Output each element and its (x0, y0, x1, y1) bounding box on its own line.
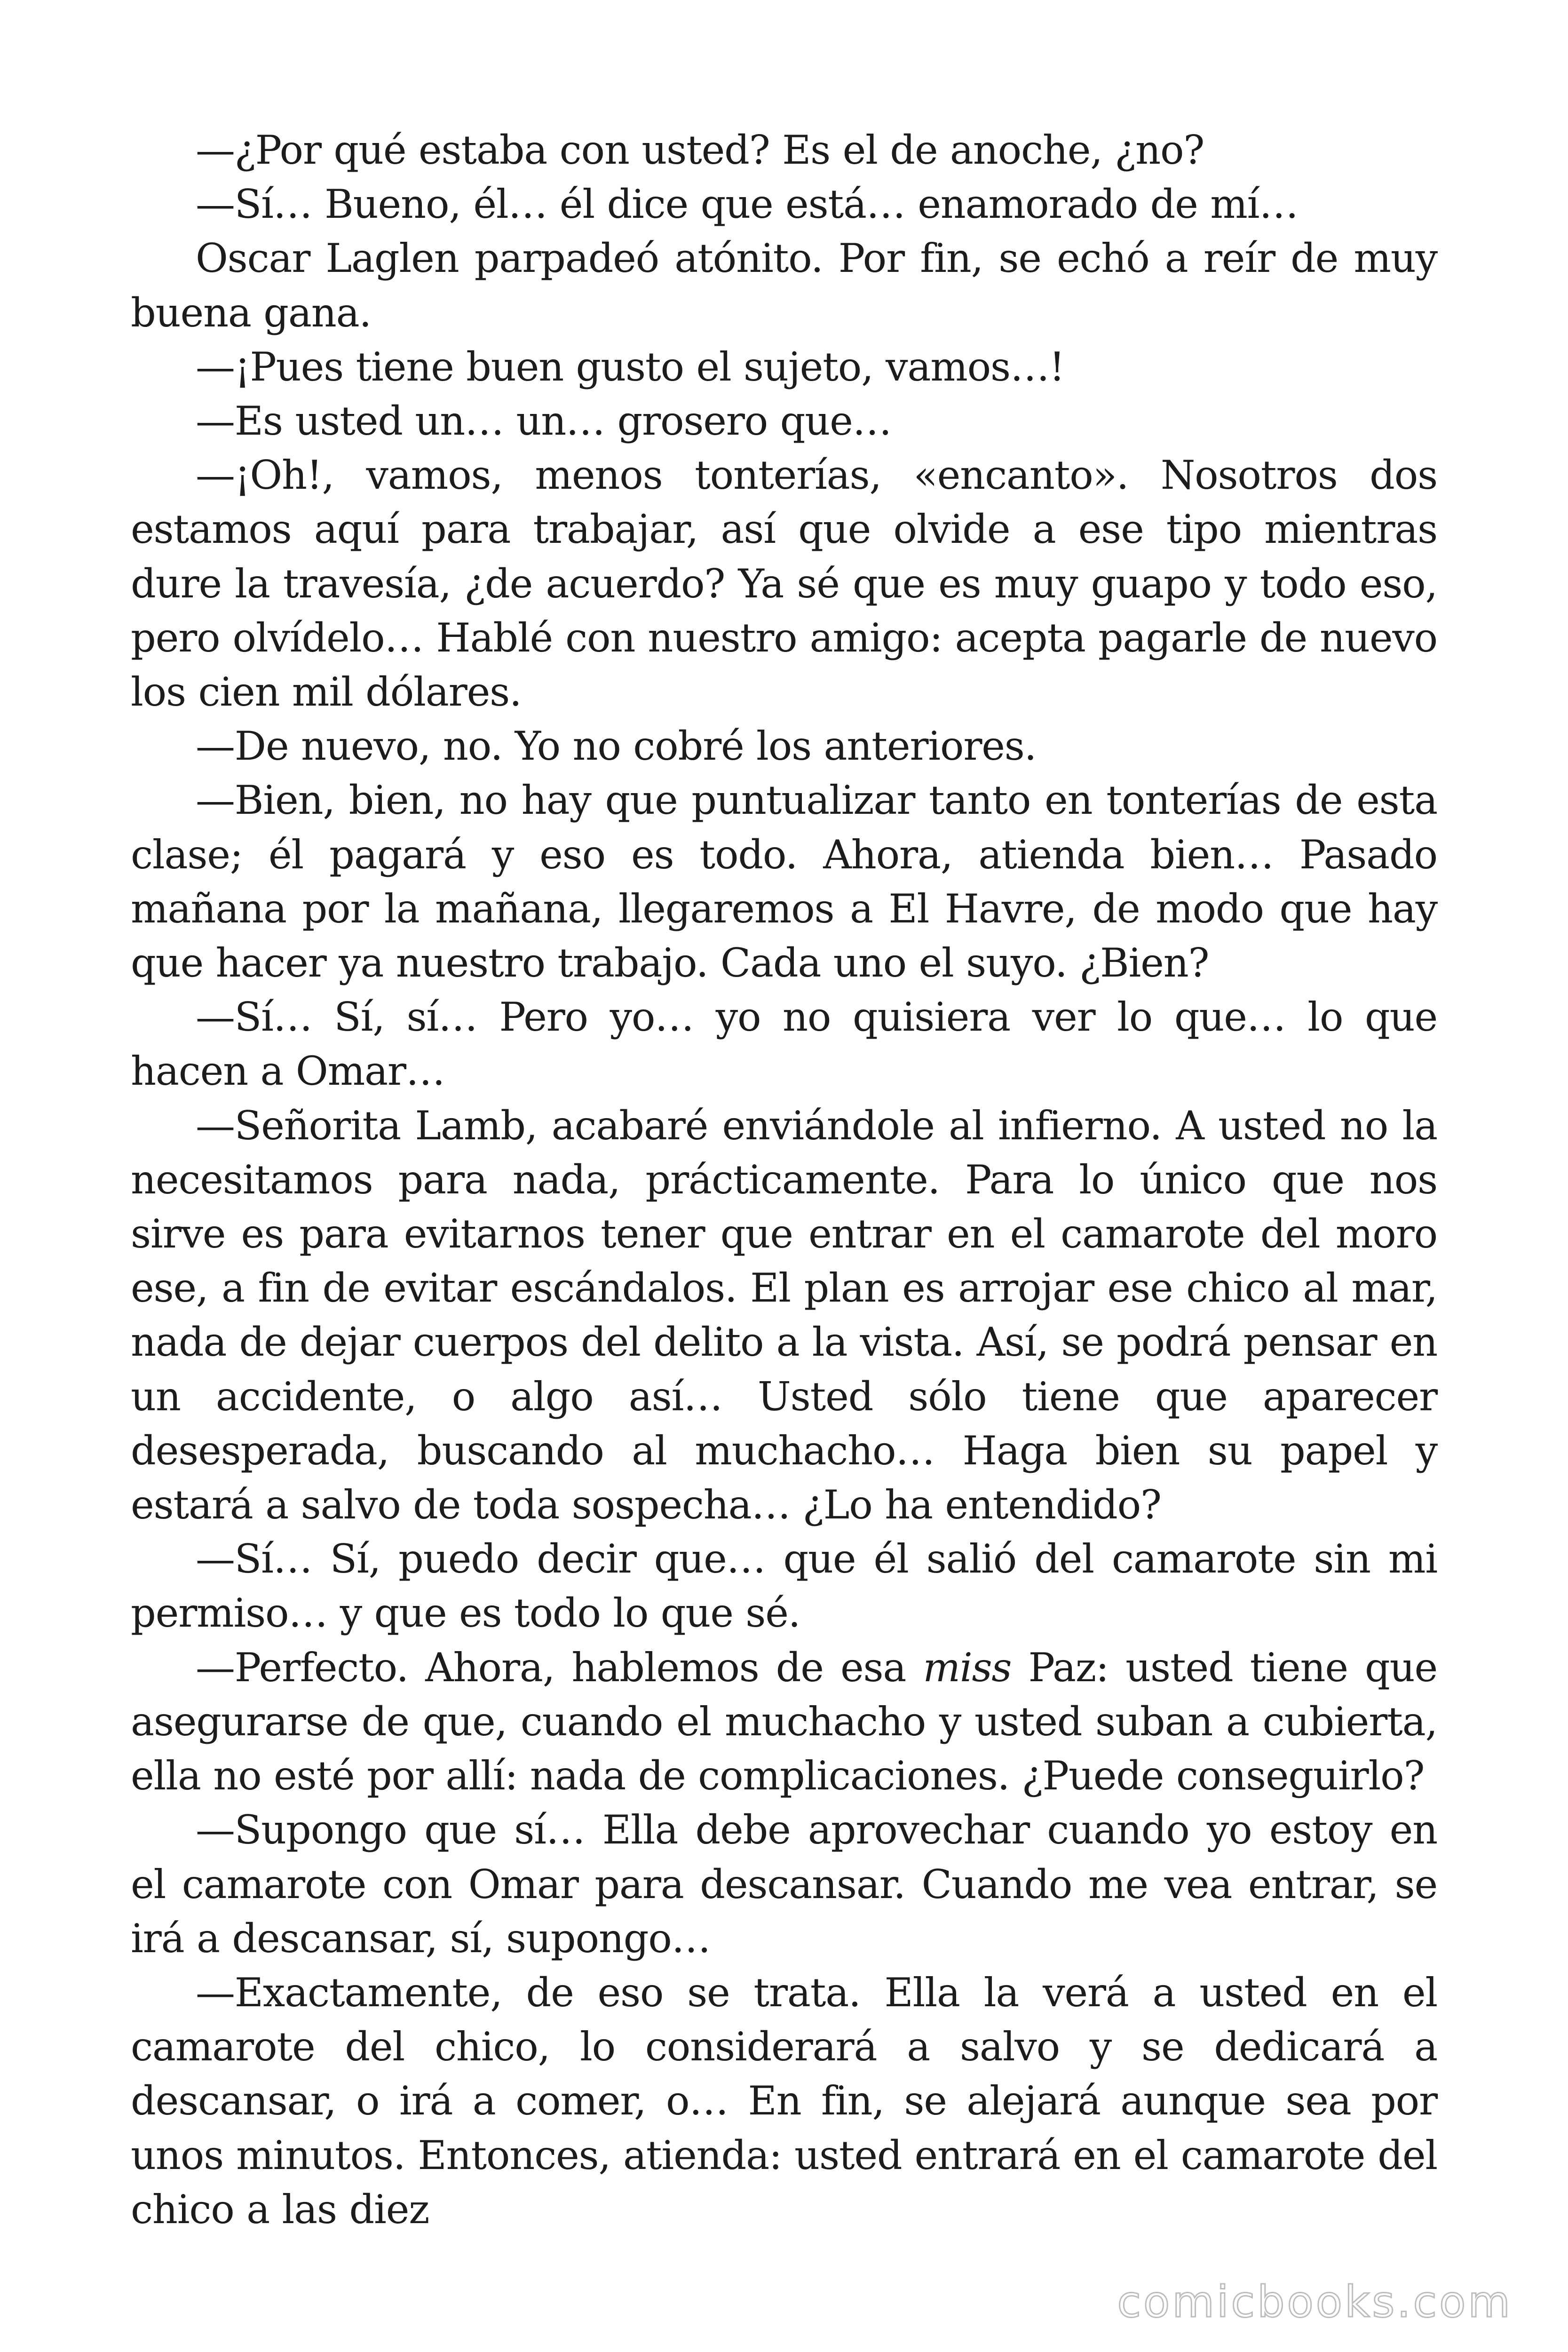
paragraph-11: —Sí… Sí, puedo decir que… que él salió del camarote sin mi permiso… y que es todo lo que sé. (131, 1536, 1437, 1637)
paragraph-4: —¡Pues tiene buen gusto el sujeto, vamos…! (196, 343, 1065, 390)
paragraph-13: —Supongo que sí… Ella debe aprovechar cuando yo estoy en el camarote con Omar para descansar. Cuando me vea entrar, se irá a descansar, sí, supongo… (131, 1807, 1437, 1962)
paragraph-8: —Bien, bien, no hay que puntualizar tanto en tonterías de esta clase; él pagará y eso es todo. Ahora, atienda bien… Pasado mañana por la mañana, llegaremos a El Havre, de modo que hay que hacer ya nuestro trabajo. Cada uno el suyo. ¿Bien? (131, 777, 1437, 986)
paragraph-6: —¡Oh!, vamos, menos tonterías, «encanto». Nosotros dos estamos aquí para trabajar, así que olvide a ese tipo mientras dure la travesía, ¿de acuerdo? Ya sé que es muy guapo y todo eso, pero olvídelo… Hablé con nuestro amigo: acepta pagarle de nuevo los cien mil dólares. (131, 452, 1437, 715)
paragraph-12 (131, 1641, 1437, 1804)
paragraph-2: —Sí… Bueno, él… él dice que está… enamorado de mí… (196, 181, 1299, 228)
paragraph-7: —De nuevo, no. Yo no cobré los anteriores. (196, 723, 1037, 770)
paragraph-1: —¿Por qué estaba con usted? Es el de anoche, ¿no? (196, 127, 1204, 173)
paragraph-12-after: Paz: usted tiene que asegurarse de que, cuando el muchacho y usted suban a cubierta, ella no esté por allí: nada de complicaciones. ¿Puede conseguirlo? (131, 1644, 1437, 1799)
paragraph-14: —Exactamente, de eso se trata. Ella la verá a usted en el camarote del chico, lo considerará a salvo y se dedicará a descansar, o irá a comer, o… En fin, se alejará aunque sea por unos minutos. Entonces, atienda: usted entrará en el camarote del chico a las diez (131, 1969, 1437, 2233)
page-body (131, 123, 1437, 2237)
paragraph-9: —Sí… Sí, sí… Pero yo… yo no quisiera ver lo que… lo que hacen a Omar… (131, 994, 1437, 1095)
watermark: comicbooks.com (1117, 2277, 1513, 2327)
paragraph-12-italic: miss (923, 1644, 1012, 1691)
paragraph-10: —Señorita Lamb, acabaré enviándole al infierno. A usted no la necesitamos para nada, prácticamente. Para lo único que nos sirve es para evitarnos tener que entrar en el camarote del moro ese, a fin de evitar escándalos. El plan es arrojar ese chico al mar, nada de dejar cuerpos del delito a la vista. Así, se podrá pensar en un accidente, o algo así… Usted sólo tiene que aparecer desesperada, buscando al muchacho… Haga bien su papel y estará a salvo de toda sospecha… ¿Lo ha entendido? (131, 1102, 1437, 1528)
paragraph-5: —Es usted un… un… grosero que… (196, 398, 892, 445)
paragraph-12-before: —Perfecto. Ahora, hablemos de esa (196, 1644, 923, 1691)
paragraph-3: Oscar Laglen parpadeó atónito. Por fin, se echó a reír de muy buena gana. (131, 235, 1437, 336)
